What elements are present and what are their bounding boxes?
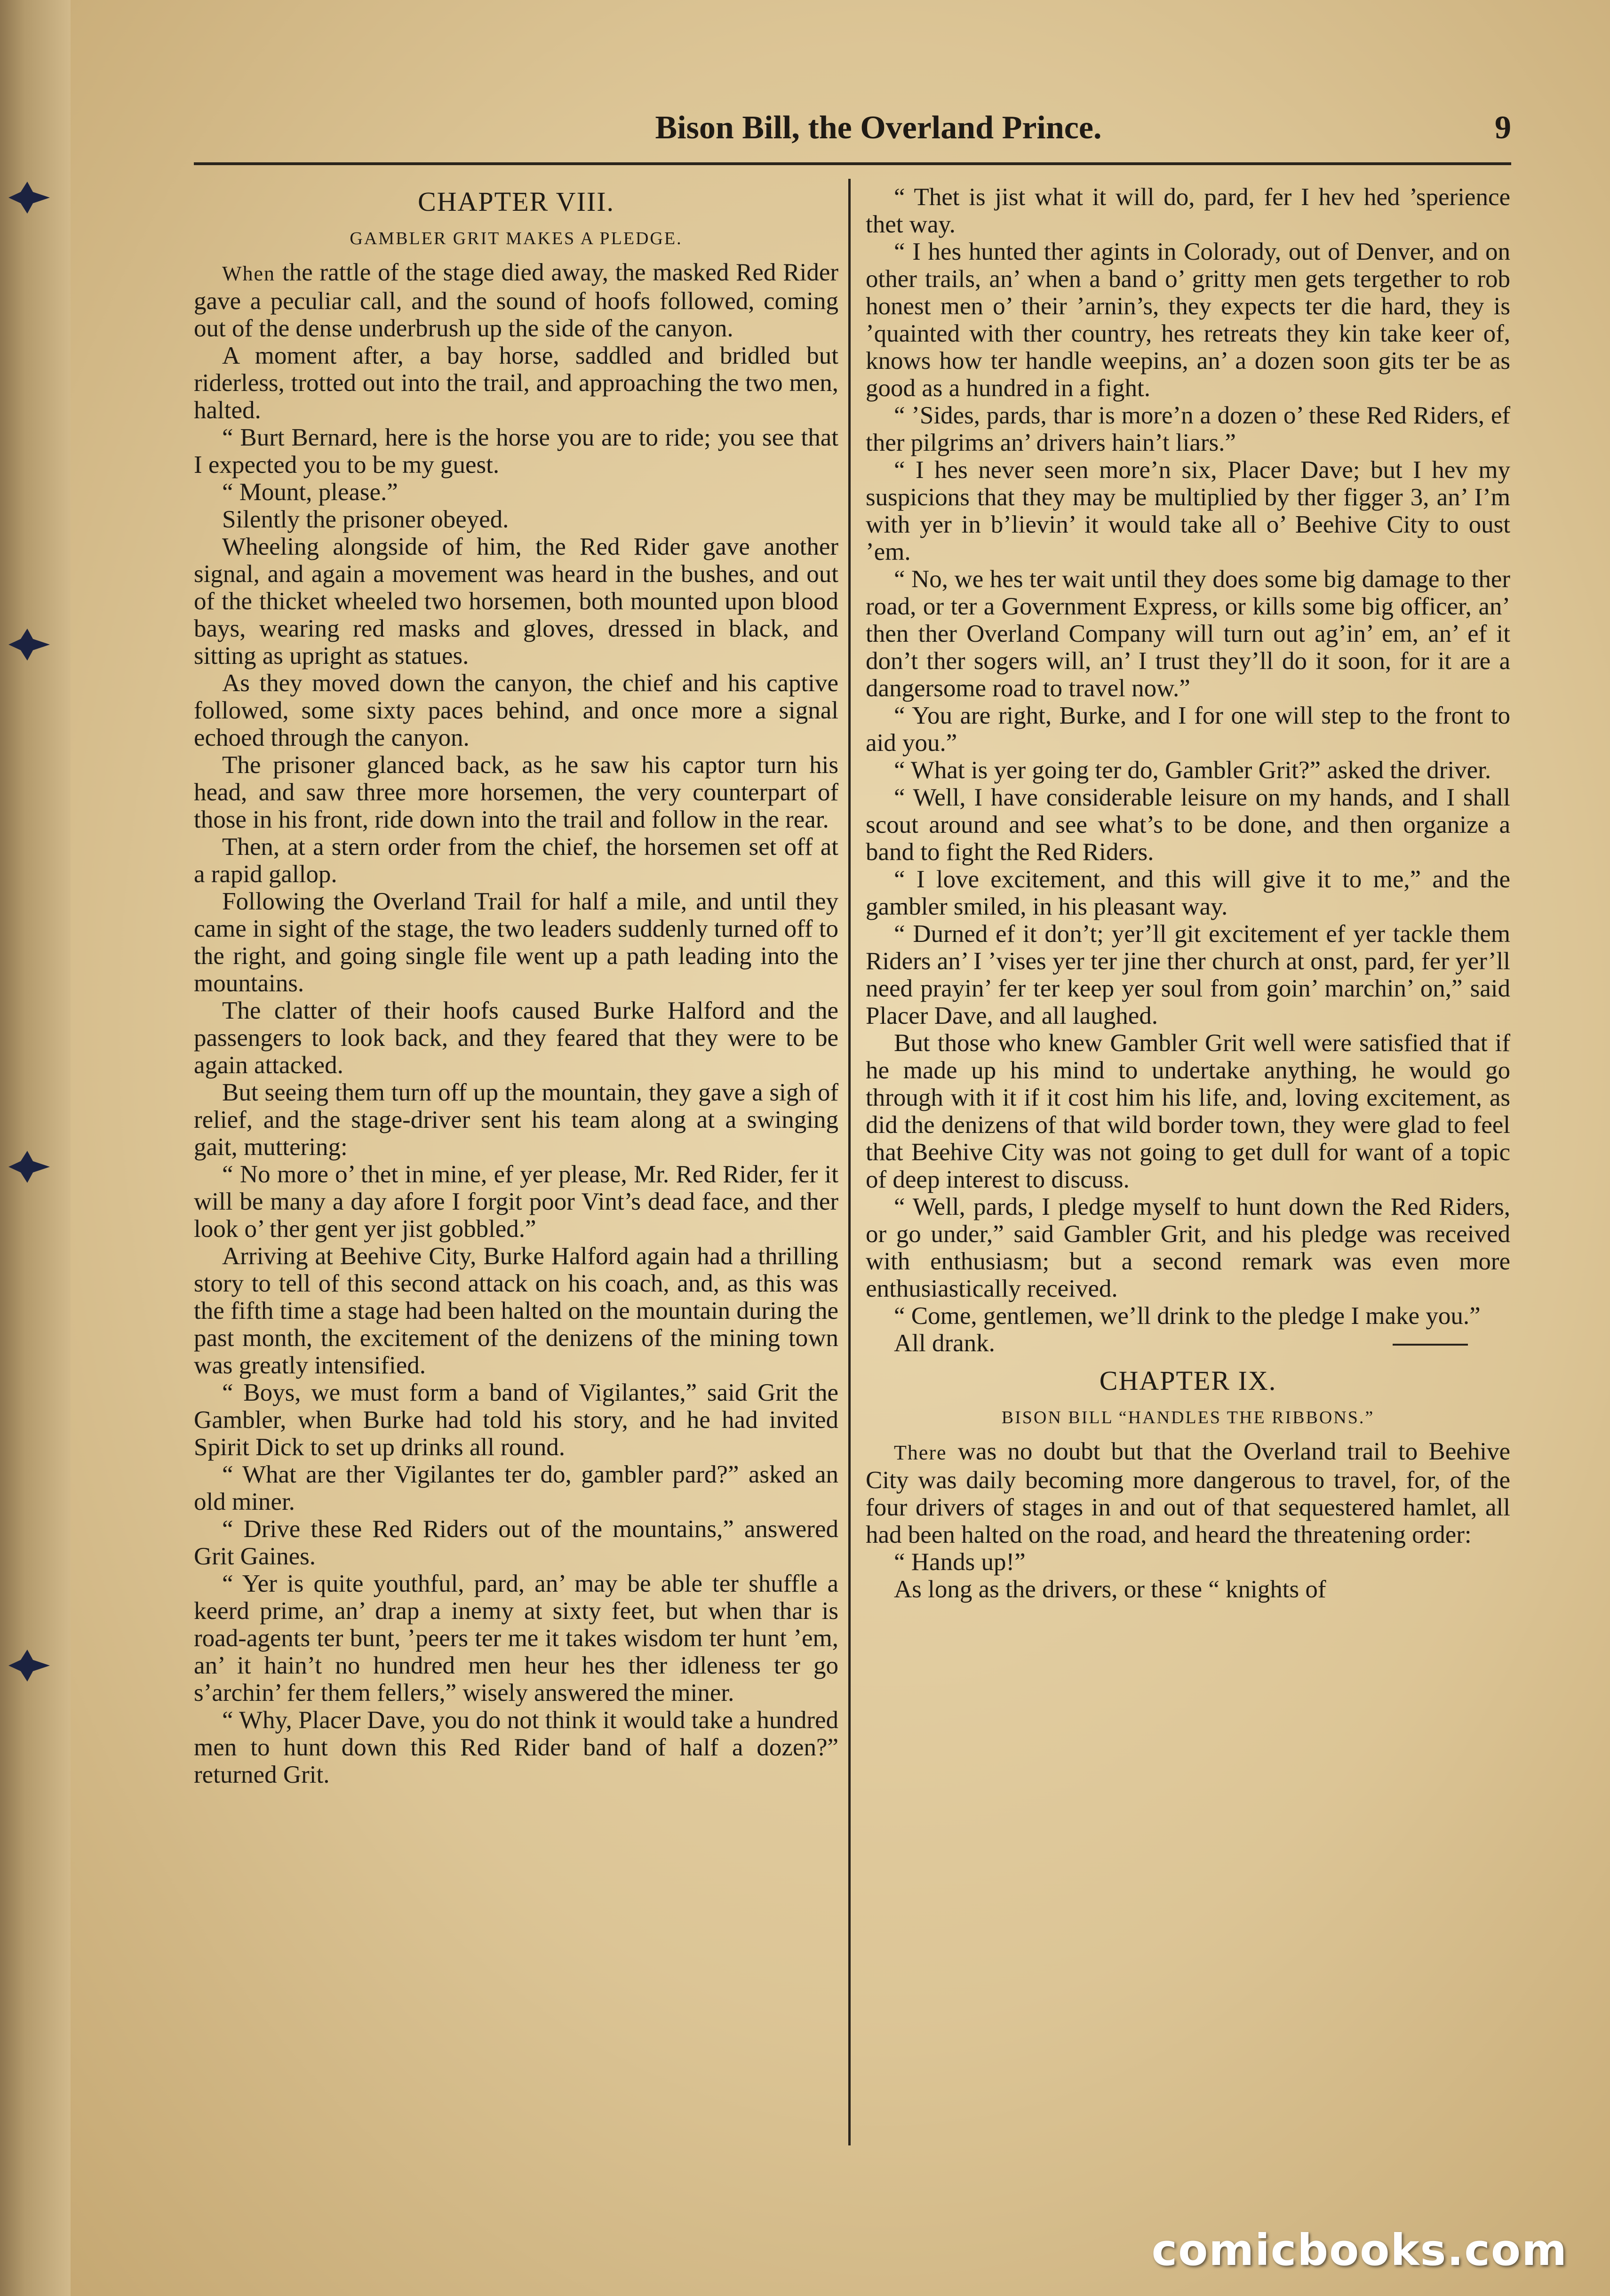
chapter-8-subtitle: GAMBLER GRIT MAKES A PLEDGE. — [350, 229, 683, 248]
paragraph: The prisoner glanced back, as he saw his captor turn his head, and saw three more horsemen, the very counterpart of those in his front, ride down into the trail and follow in the rear. — [194, 751, 838, 833]
paragraph: As they moved down the canyon, the chief and his captive followed, some sixty paces behind, and once more a signal echoed through the canyon. — [194, 670, 838, 751]
binding-stitch-icon — [7, 179, 52, 216]
paragraph: “ You are right, Burke, and I for one will step to the front to aid you.” — [866, 702, 1510, 757]
paragraph: There was no doubt but that the Overland trail to Beehive City was daily becoming more dangerous to travel, for, of the four drivers of stages in and out of that sequestered hamlet, all had been halted on the road, and heard the threatening order: — [866, 1438, 1510, 1548]
section-separator — [1393, 1344, 1468, 1346]
paragraph: A moment after, a bay horse, saddled and bridled but riderless, trotted out into the trail, and approaching the two men, halted. — [194, 342, 838, 424]
column-divider — [848, 179, 851, 2145]
paragraph: When the rattle of the stage died away, the masked Red Rider gave a peculiar call, and the sound of hoofs followed, coming out of the dense underbrush up the side of the canyon. — [194, 259, 838, 342]
paragraph: “ Come, gentlemen, we’ll drink to the pledge I make you.” — [894, 1302, 1481, 1330]
paragraph: “ Yer is quite youthful, pard, an’ may be able ter shuffle a keerd prime, an’ drap a inemy at sixty feet, but when thar is road-agents ter bunt, ’peers ter me it takes wisdom ter hunt ’em, an’ it hain’t no hundred men heur hes ther idleness ter go s’archin’ fer them fellers,” wisely answered the miner. — [194, 1570, 838, 1706]
paragraph: The clatter of their hoofs caused Burke Halford and the passengers to look back, and they feared that they were to be again attacked. — [194, 997, 838, 1079]
paragraph: Following the Overland Trail for half a mile, and until they came in sight of the stage, the two leaders suddenly turned off to the right, and going single file went up a path leading into the mountains. — [194, 888, 838, 997]
paragraph: “ Thet is jist what it will do, pard, fer I hev hed ’sperience thet way. — [866, 183, 1510, 238]
paragraph: “ I hes never seen more’n six, Placer Dave; but I hev my suspicions that they may be multiplied by ther figger 3, an’ I’m with yer in b’lievin’ it would take all o’ Beehive City to oust ’em. — [866, 456, 1510, 566]
paragraph: “ No, we hes ter wait until they does some big damage to ther road, or ter a Government Express, or kills some big officer, an’ then ther Overland Company will turn out ag’in’ em, an’ ef it don’t ther sogers will, an’ I trust they’ll do it soon, for it are a dangersome road to travel now.” — [866, 566, 1510, 702]
page-spine — [0, 0, 71, 2296]
paragraph: But those who knew Gambler Grit well were satisfied that if he made up his mind to undertake anything, he would go through with it if it cost him his life, and, loving excitement, as did the denizens of that wild border town, they were glad to feel that Beehive City was not going to get dull for want of a topic of deep interest to discuss. — [866, 1029, 1510, 1193]
binding-stitch-icon — [7, 626, 52, 663]
paragraph: “ Well, pards, I pledge myself to hunt down the Red Riders, or go under,” said Gambler Grit, and his pledge was received with enthusiasm; but a second remark was even more enthusiastically received. — [866, 1193, 1510, 1302]
chapter-9-first-word: There — [894, 1441, 947, 1464]
paragraph: As long as the drivers, or these “ knights of — [894, 1576, 1326, 1603]
paragraph: “ I hes hunted ther agints in Colorady, out of Denver, and on other trails, an’ when a band o’ gritty men gets tergether to rob honest men o’ their ’arnin’s, they expects ter die hard, they is ’quainted with ther country, hes retreats they kin take keer of, knows how ter handle weepins, an’ a dozen soon gits ter be as good as a hundred in a fight. — [866, 238, 1510, 402]
header-rule — [194, 162, 1511, 165]
binding-stitch-icon — [7, 1148, 52, 1186]
binding-stitch-icon — [7, 1647, 52, 1684]
paragraph: Silently the prisoner obeyed. — [222, 506, 509, 533]
page-number: 9 — [1495, 110, 1511, 146]
paragraph: But seeing them turn off up the mountain, they gave a sigh of relief, and the stage-driver sent his team along at a swinging gait, muttering: — [194, 1079, 838, 1161]
chapter-9-subtitle: BISON BILL “HANDLES THE RIBBONS.” — [1001, 1408, 1375, 1427]
paragraph: “ Why, Placer Dave, you do not think it would take a hundred men to hunt down this Red Rider band of half a dozen?” returned Grit. — [194, 1706, 838, 1788]
running-title: Bison Bill, the Overland Prince. — [655, 110, 1102, 146]
chapter-8-title: CHAPTER VIII. — [417, 186, 615, 217]
paragraph: “ Mount, please.” — [222, 478, 398, 506]
paragraph: “ Boys, we must form a band of Vigilantes,” said Grit the Gambler, when Burke had told his story, and he had invited Spirit Dick to set up drinks all round. — [194, 1379, 838, 1461]
paragraph: Wheeling alongside of him, the Red Rider gave another signal, and again a movement was heard in the bushes, and out of the thicket wheeled two horsemen, both mounted upon blood bays, wearing red masks and gloves, dressed in black, and sitting as upright as statues. — [194, 533, 838, 670]
paragraph: “ No more o’ thet in mine, ef yer please, Mr. Red Rider, fer it will be many a day afore I forgit poor Vint’s dead face, and ther look o’ ther gent yer jist gobbled.” — [194, 1161, 838, 1243]
site-watermark: comicbooks.com — [1151, 2225, 1568, 2275]
paragraph: “ What are ther Vigilantes ter do, gambler pard?” asked an old miner. — [194, 1461, 838, 1515]
right-column — [866, 183, 1510, 1603]
paragraph: “ Burt Bernard, here is the horse you are to ride; you see that I expected you to be my guest. — [194, 424, 838, 478]
page-header — [194, 106, 1511, 158]
left-column — [194, 183, 838, 1788]
paragraph: “ Drive these Red Riders out of the mountains,” answered Grit Gaines. — [194, 1515, 838, 1570]
chapter-8-first-word: When — [222, 262, 276, 285]
paragraph: Then, at a stern order from the chief, the horsemen set off at a rapid gallop. — [194, 833, 838, 888]
chapter-9-title: CHAPTER IX. — [1099, 1365, 1277, 1396]
paragraph: “ What is yer going ter do, Gambler Grit?” asked the driver. — [894, 757, 1491, 784]
paragraph: “ Durned ef it don’t; yer’ll git excitement ef yer tackle them Riders an’ I ’vises yer ter jine ther church at onst, pard, fer yer’ll need prayin’ fer ter keep yer soul from goin’ marchin’ on,” said Placer Dave, and all laughed. — [866, 920, 1510, 1029]
paragraph: Arriving at Beehive City, Burke Halford again had a thrilling story to tell of this second attack on his coach, and, as this was the fifth time a stage had been halted on the mountain during the past month, the excitement of the denizens of the mining town was greatly intensified. — [194, 1243, 838, 1379]
paragraph: All drank. — [894, 1330, 995, 1357]
paragraph: “ Well, I have considerable leisure on my hands, and I shall scout around and see what’s to be done, and then organize a band to fight the Red Riders. — [866, 784, 1510, 866]
paragraph: “ I love excitement, and this will give it to me,” and the gambler smiled, in his pleasant way. — [866, 866, 1510, 920]
paragraph: “ Hands up!” — [894, 1548, 1026, 1576]
paragraph: “ ’Sides, pards, thar is more’n a dozen o’ these Red Riders, ef ther pilgrims an’ drivers hain’t liars.” — [866, 402, 1510, 456]
